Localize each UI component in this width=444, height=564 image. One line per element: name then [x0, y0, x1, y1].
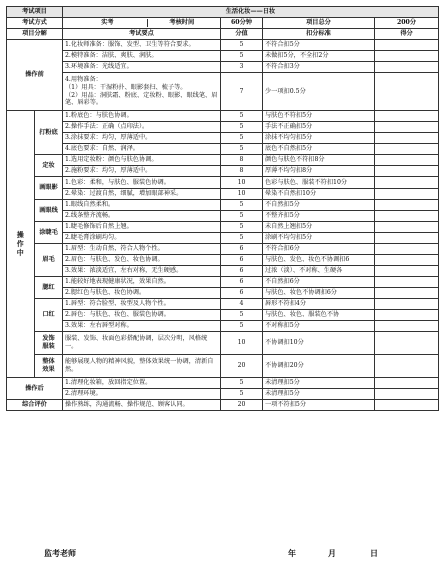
- points-input-cell[interactable]: [375, 288, 439, 299]
- score-cell: 7: [221, 73, 263, 111]
- deduction-cell: 与肤色不符扣5分: [263, 111, 375, 122]
- table-row: [7, 332, 439, 355]
- deduction-cell: 未自然上翘扣5分: [263, 222, 375, 233]
- deduction-cell: 未清理扣5分: [263, 389, 375, 400]
- score-cell: 5: [221, 111, 263, 122]
- deduction-cell: 不整齐扣5分: [263, 211, 375, 222]
- col-requirements: 考试要点: [63, 29, 221, 40]
- group-during: 操作中: [7, 111, 35, 378]
- table-row: [7, 133, 439, 144]
- score-cell: 5: [221, 233, 263, 244]
- requirement-cell: 2.线条整齐流畅。: [63, 211, 221, 222]
- score-cell: 5: [221, 222, 263, 233]
- deduction-cell: 唇形不符扣4分: [263, 299, 375, 310]
- score-cell: 6: [221, 288, 263, 299]
- year-label: 年: [288, 548, 296, 558]
- table-row: [7, 51, 439, 62]
- score-cell: 6: [221, 244, 263, 255]
- deduction-cell: 厚薄不均匀扣8分: [263, 166, 375, 177]
- points-input-cell[interactable]: [375, 155, 439, 166]
- points-input-cell[interactable]: [375, 244, 439, 255]
- exam-method-text: 实考: [101, 19, 114, 27]
- points-input-cell[interactable]: [375, 355, 439, 378]
- deduction-cell: 少一项扣0.5分: [263, 73, 375, 111]
- score-cell: 5: [221, 211, 263, 222]
- requirement-cell: 2.清理环境。: [63, 389, 221, 400]
- score-cell: 4: [221, 299, 263, 310]
- col-category: 项目分解: [7, 29, 63, 40]
- table-row: [7, 244, 439, 255]
- points-input-cell[interactable]: [375, 321, 439, 332]
- deduction-cell: 与肤色、发色、妆色不协调扣6: [263, 255, 375, 266]
- requirement-cell: 2.操作手法：正确（点印法）。: [63, 122, 221, 133]
- sub-category: 定妆: [35, 155, 63, 177]
- examiner-label: 监考老师: [44, 548, 76, 558]
- requirement-cell: 4.底色要求：自然、润泽。: [63, 144, 221, 155]
- points-input-cell[interactable]: [375, 62, 439, 73]
- requirement-cell: 1.选用定妆粉：颜色与肤色协调。: [63, 155, 221, 166]
- sub-category: 画眼影: [35, 177, 63, 200]
- table-row: [7, 211, 439, 222]
- score-cell: 5: [221, 133, 263, 144]
- requirement-cell: 服装、发饰、妆面色彩搭配协调，层次分明，风格统一。: [63, 332, 221, 355]
- points-input-cell[interactable]: [375, 266, 439, 277]
- deduction-cell: 不自然扣5分: [263, 200, 375, 211]
- points-input-cell[interactable]: [375, 111, 439, 122]
- requirement-cell: 1.粉底色：与肤色协调。: [63, 111, 221, 122]
- exam-method-label: 考试方式: [7, 18, 63, 29]
- requirement-cell: 2.施粉要求：均匀，厚薄适中。: [63, 166, 221, 177]
- group-before: 操作前: [7, 40, 63, 111]
- table-row: [7, 62, 439, 73]
- requirement-cell: 1.睫毛修饰后自然上翘。: [63, 222, 221, 233]
- day-label: 日: [370, 548, 378, 558]
- points-input-cell[interactable]: [375, 51, 439, 62]
- deduction-cell: 与肤色、妆色不协调扣6分: [263, 288, 375, 299]
- points-input-cell[interactable]: [375, 400, 439, 411]
- table-row: [7, 144, 439, 155]
- exam-time-label: 考核时间: [147, 19, 215, 27]
- table-row: [7, 266, 439, 277]
- sub-category: 腮红: [35, 277, 63, 299]
- points-input-cell[interactable]: [375, 389, 439, 400]
- score-cell: 20: [221, 400, 263, 411]
- deduction-cell: 过浓（淡）、不对称、生硬各: [263, 266, 375, 277]
- deduction-cell: 与肤色、妆色、服装色不协: [263, 310, 375, 321]
- table-row: [7, 166, 439, 177]
- requirement-cell: 2.模特准备：洁肤、爽肤、润肤。: [63, 51, 221, 62]
- points-input-cell[interactable]: [375, 144, 439, 155]
- requirement-cell: 操作熟练，沟通流畅、操作规范、顾客认同。: [63, 400, 221, 411]
- table-row: [7, 400, 439, 411]
- group-overall: 综合评价: [7, 400, 63, 411]
- table-row: [7, 288, 439, 299]
- requirement-cell: 1.眉型：生动自然，符合人物个性。: [63, 244, 221, 255]
- requirement-cell: 4.用物准备： （1）用具：干湿粉扑、眼影套扫、梳子等。 （2）用品：洞肤霜、粉底、定妆粉、眼影、眼线笔、眉笔、唇彩等。: [63, 73, 221, 111]
- requirement-cell: 1.色彩：柔和，与肤色、服装色协调。: [63, 177, 221, 189]
- deduction-cell: 颜色与肤色不符扣8分: [263, 155, 375, 166]
- score-cell: 20: [221, 355, 263, 378]
- deduction-cell: 一项不符扣5分: [263, 400, 375, 411]
- deduction-cell: 色彩与肤色、服装不符扣10分: [263, 177, 375, 189]
- score-cell: 10: [221, 177, 263, 189]
- requirement-cell: 1.清理化妆箱，放回指定位置。: [63, 378, 221, 389]
- table-row: [7, 310, 439, 321]
- score-cell: 5: [221, 310, 263, 321]
- table-row: [7, 299, 439, 310]
- table-row: [7, 177, 439, 189]
- requirement-cell: 3.涂抹要求：均匀，厚薄适中。: [63, 133, 221, 144]
- points-input-cell[interactable]: [375, 277, 439, 288]
- requirement-cell: 能够展现人物的精神风貌，整体效果统一协调，清新自然。: [63, 355, 221, 378]
- points-input-cell[interactable]: [375, 166, 439, 177]
- requirement-cell: 1.唇型：符合脸型、妆型及人物个性。: [63, 299, 221, 310]
- total-value: 200分: [375, 18, 439, 29]
- deduction-cell: 不符合扣3分: [263, 62, 375, 73]
- table-row: [7, 122, 439, 133]
- table-row: [7, 200, 439, 211]
- table-row: [7, 155, 439, 166]
- col-deduction: 扣分标准: [263, 29, 375, 40]
- deduction-cell: 涂抹不均匀扣5分: [263, 133, 375, 144]
- score-cell: 8: [221, 166, 263, 177]
- requirement-cell: 2.唇色：与肤色、妆色、服装色协调。: [63, 310, 221, 321]
- exam-time-value: 60分钟: [221, 18, 263, 29]
- sub-category: 画眼线: [35, 200, 63, 222]
- deduction-cell: 不符合扣5分: [263, 40, 375, 51]
- table-row: [7, 355, 439, 378]
- deduction-cell: 底色不自然扣5分: [263, 144, 375, 155]
- table-row: [7, 277, 439, 288]
- col-points: 得分: [375, 29, 439, 40]
- points-input-cell[interactable]: [375, 222, 439, 233]
- score-cell: 5: [221, 389, 263, 400]
- table-row: [7, 73, 439, 111]
- requirement-cell: 2.眉色：与肤色、发色、妆色协调。: [63, 255, 221, 266]
- score-cell: 5: [221, 321, 263, 332]
- score-table: [6, 6, 439, 411]
- deduction-cell: 晕染不自然扣10分: [263, 189, 375, 200]
- table-row: [7, 40, 439, 51]
- table-row: [7, 222, 439, 233]
- requirement-cell: 3.环境准备：光线适宜。: [63, 62, 221, 73]
- exam-method-value: [63, 18, 221, 29]
- score-cell: 10: [221, 332, 263, 355]
- requirement-cell: 3.效果：左右唇型对称。: [63, 321, 221, 332]
- score-cell: 3: [221, 62, 263, 73]
- sub-category: 发饰 服装: [35, 332, 63, 355]
- col-score: 分值: [221, 29, 263, 40]
- deduction-cell: 涂刷不均匀扣5分: [263, 233, 375, 244]
- group-after: 操作后: [7, 378, 63, 400]
- points-input-cell[interactable]: [375, 233, 439, 244]
- sub-category: 口红: [35, 299, 63, 332]
- deduction-cell: 不协调扣10分: [263, 332, 375, 355]
- table-row: [7, 111, 439, 122]
- points-input-cell[interactable]: [375, 332, 439, 355]
- points-input-cell[interactable]: [375, 310, 439, 321]
- requirement-cell: 1.能较好地表现健康状况，效果自然。: [63, 277, 221, 288]
- deduction-cell: 不符合扣6分: [263, 244, 375, 255]
- score-cell: 5: [221, 378, 263, 389]
- deduction-cell: 不自然扣6分: [263, 277, 375, 288]
- month-label: 月: [328, 548, 336, 558]
- requirement-cell: 2.晕染：过渡自然，细腻，增加眼部神采。: [63, 189, 221, 200]
- score-cell: 8: [221, 155, 263, 166]
- requirement-cell: 3.效果：浓淡适宜，左右对称，无生硬感。: [63, 266, 221, 277]
- score-cell: 5: [221, 200, 263, 211]
- score-cell: 6: [221, 277, 263, 288]
- points-input-cell[interactable]: [375, 299, 439, 310]
- table-row: [7, 255, 439, 266]
- score-cell: 6: [221, 255, 263, 266]
- table-row: [7, 233, 439, 244]
- sub-category: 整体 效果: [35, 355, 63, 378]
- total-label: 项目总分: [263, 18, 375, 29]
- table-row: [7, 321, 439, 332]
- deduction-cell: 未清理扣5分: [263, 378, 375, 389]
- deduction-cell: 未做扣5分，不全扣2分: [263, 51, 375, 62]
- points-input-cell[interactable]: [375, 122, 439, 133]
- sub-category: 涂睫毛: [35, 222, 63, 244]
- sub-category: 眉毛: [35, 244, 63, 277]
- signature-footer: [0, 548, 444, 562]
- table-row: [7, 189, 439, 200]
- score-cell: 5: [221, 122, 263, 133]
- points-input-cell[interactable]: [375, 189, 439, 200]
- points-input-cell[interactable]: [375, 200, 439, 211]
- points-input-cell[interactable]: [375, 211, 439, 222]
- sub-category: 打粉底: [35, 111, 63, 155]
- deduction-cell: 不对称扣5分: [263, 321, 375, 332]
- deduction-cell: 手法不正确扣5分: [263, 122, 375, 133]
- points-input-cell[interactable]: [375, 73, 439, 111]
- points-input-cell[interactable]: [375, 177, 439, 189]
- points-input-cell[interactable]: [375, 40, 439, 51]
- score-cell: 10: [221, 189, 263, 200]
- deduction-cell: 不协调扣20分: [263, 355, 375, 378]
- points-input-cell[interactable]: [375, 255, 439, 266]
- requirement-cell: 1.化妆师准备：服饰、发型、卫生等符合要求。: [63, 40, 221, 51]
- score-cell: 5: [221, 40, 263, 51]
- score-cell: 5: [221, 144, 263, 155]
- table-row: [7, 389, 439, 400]
- score-cell: 6: [221, 266, 263, 277]
- requirement-cell: 2.睫毛膏涂刷均匀。: [63, 233, 221, 244]
- points-input-cell[interactable]: [375, 133, 439, 144]
- requirement-cell: 2.腮红色与肤色、妆色协调。: [63, 288, 221, 299]
- table-row: [7, 378, 439, 389]
- points-input-cell[interactable]: [375, 378, 439, 389]
- exam-item-label: 考试项目: [7, 7, 63, 18]
- score-cell: 5: [221, 51, 263, 62]
- exam-item-value: 生活化妆——日妆: [63, 7, 439, 18]
- requirement-cell: 1.眼线自然柔和。: [63, 200, 221, 211]
